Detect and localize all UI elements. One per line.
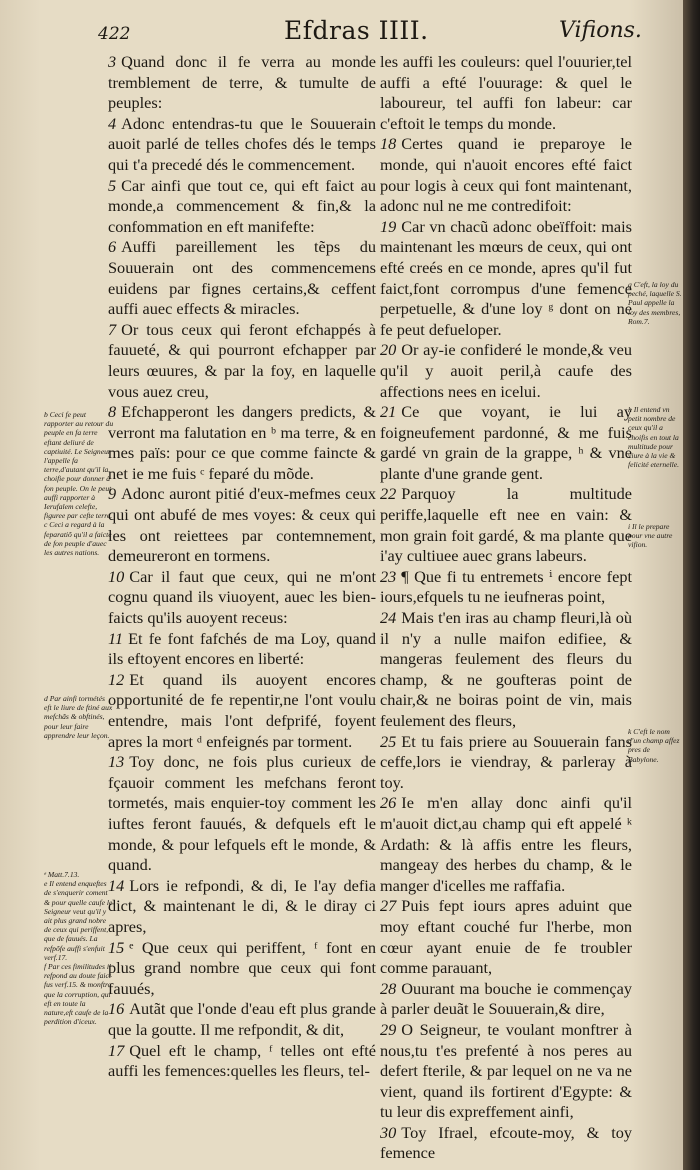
verse — [380, 1123, 632, 1164]
verse — [108, 567, 376, 629]
verse — [380, 732, 632, 794]
verse — [380, 979, 632, 1020]
verse — [108, 999, 376, 1040]
verse — [108, 320, 376, 402]
verse-text: Et tu fais priere au Souuerain fans ceffe,lors ie viendray, & parleray à toy. — [380, 731, 632, 792]
verse — [108, 1041, 376, 1082]
verse-number: 22 — [380, 484, 397, 504]
verse-text: Efchapperont les dangers predicts, & verront ma falutation en ᵇ ma terre, & en mes païs: pour ce que comme faincte & net ie me fuis ᶜ feparé du mõde. — [108, 402, 376, 483]
verse-number: 24 — [380, 608, 397, 628]
verse — [380, 134, 632, 216]
left-column — [108, 52, 376, 1082]
verse — [108, 484, 376, 566]
margin-note-g — [628, 280, 682, 326]
verse-number: 10 — [108, 566, 125, 586]
margin-note: b Ceci fe peut rapporter au retour du peuple en fa terre eftant deliuré de captiuité. Le Seigneur l'appelle fa terre,d'autant qu'il la choifie pour donner à fon peuple. On le peut auffi rapporter à Ierufalem celefte, figuree par cefte terre. — [44, 410, 114, 521]
margin-note: e Il entend enqueftes de s'enquerir coment & pour quelle caufe le Seigneur veut qu'il y ait plus grand nobre de ceux qui periffent, que de fauués. La refpõfe auffi s'enfuit verf.17. — [44, 879, 113, 962]
verse-text: Certes quand ie preparoye le monde, qui n'auoit encores efté faict pour logis à ceux qui font maintenant, adonc nul ne me contredifoit: — [380, 134, 632, 216]
verse-number: 4 — [108, 113, 117, 133]
margin-note: k C'eft le nom d'un champ affez pres de Babylone. — [628, 727, 680, 764]
verse — [108, 938, 376, 1000]
verse-text: Quel eft le champ, ᶠ telles ont efté auffi les femences:quelles les fleurs, tel- — [108, 1040, 376, 1081]
verse — [380, 896, 632, 978]
margin-note: f Par ces fimilitudes il refpond au doute faict fus verf.15. & monftre que la corruption, qui eft en toute la nature,eft caufe de la perdition d'iceux. — [44, 962, 112, 1027]
verse-number: 9 — [108, 484, 117, 504]
verse-number: 11 — [108, 628, 124, 648]
folio-number: 422 — [98, 24, 131, 44]
verse-text: Car il faut que ceux, qui ne m'ont cognu quand ils viuoyent, auec les bien-faicts qu'ils auoyent receus: — [108, 566, 376, 628]
right-column — [380, 52, 632, 1164]
verse-number: 19 — [380, 216, 397, 236]
verse — [380, 52, 632, 134]
verse-number: 30 — [380, 1122, 397, 1142]
verse — [108, 114, 376, 176]
verse-text: les auffi les couleurs: quel l'ouurier,tel auffi a efté l'ouurage: & quel le laboureur, tel auffi fon labeur: car c'eftoit le temps du monde. — [380, 52, 632, 133]
verse-text: ¶ Que fi tu entremets ⁱ encore fept iours,efquels tu ne ieufneras point, — [380, 566, 632, 607]
verse — [108, 670, 376, 752]
verse-text: Toy Ifrael, efcoute-moy, & toy femence — [380, 1122, 632, 1163]
verse-text: Autãt que l'onde d'eau eft plus grande que la goutte. Il me refpondit, & dit, — [108, 999, 376, 1039]
verse-number: 15 — [108, 937, 125, 957]
verse-text: ᵉ Que ceux qui periffent, ᶠ font en plus grand nombre que ceux qui font fauués, — [108, 937, 376, 998]
margin-note-reference: ᵉ Matt.7.13. — [44, 870, 80, 879]
book-gutter — [683, 0, 700, 1170]
verse-text: Ce que voyant, ie lui ay foigneufement pardonné, & me fuis gardé vn grain de la grappe, ʰ & vne plante d'une grande gent. — [380, 402, 632, 483]
verse — [108, 629, 376, 670]
verse — [380, 608, 632, 732]
verse-number: 14 — [108, 875, 125, 895]
verse-text: Or tous ceux qui feront efchappés à fauueté, & qui pourront efchapper par leurs œuures, & par la foy, en laquelle vous auez creu, — [108, 319, 376, 401]
verse-text: Car vn chacũ adonc obeïffoit: mais maintenant les mœurs de ceux, qui ont efté creés en ce monde, apres qu'il fut faict,font corrompus d'une femence perpetuelle, & d'une loy ᵍ dont on ne fe peut defueloper. — [380, 216, 632, 339]
verse-text: Ie m'en allay donc ainfi qu'il m'auoit dict,au champ qui eft appelé ᵏ Ardath: & là affis entre les fleurs, mangeay des herbes du champ, & le manger d'icelles me raffafia. — [380, 793, 632, 895]
verse — [108, 52, 376, 114]
verse-number: 8 — [108, 402, 117, 422]
verse-text: Et quand ils auoyent encores opportunité de fe repentir,ne l'ont voulu entendre, mais l'ont defprifé, foyent apres la mort ᵈ enfeignés par torment. — [108, 669, 376, 751]
margin-note: c Ceci a regard à la feparatiõ qu'il a faicte de fon peuple d'auec les autres nations. — [44, 520, 112, 558]
verse-number: 18 — [380, 134, 397, 154]
verse-number: 26 — [380, 793, 397, 813]
margin-note-i — [628, 522, 682, 550]
margin-note: h Il entend vn petit nombre de ceux qu'il a choifis en tout la multitude pour viure à la vie & felicité eternelle. — [628, 405, 680, 470]
verse-number: 7 — [108, 319, 117, 339]
verse-text: Auffi pareillement les tẽps du Souuerain ont des commencemens euidens par fignes certains,& ceffent auffi auec effects & miracles. — [108, 237, 376, 319]
verse — [380, 793, 632, 896]
verse — [380, 217, 632, 341]
verse-text: O Seigneur, te voulant monftrer à nous,tu t'es prefenté à nos peres au defert fterile, & par lequel on ne va ne vient, quand ils fortirent d'Egypte: & tu leur dis expreffement ainfi, — [380, 1019, 632, 1122]
verse-text: Lors ie refpondi, & di, Ie l'ay defia dict, & maintenant le di, & le diray ci apres, — [108, 875, 376, 936]
verse-number: 27 — [380, 896, 397, 916]
verse-text: Car ainfi que tout ce, qui eft faict au monde,a commencement & fin,& la confommation en eft manifefte: — [108, 175, 376, 236]
verse-number: 17 — [108, 1040, 125, 1060]
verse-number: 16 — [108, 999, 125, 1019]
verse-text: Et fe font fafchés de ma Loy, quand ils eftoyent encores en liberté: — [108, 628, 376, 669]
verse-number: 25 — [380, 731, 397, 751]
verse — [380, 1020, 632, 1123]
verse-number: 29 — [380, 1019, 397, 1039]
margin-note-h — [628, 405, 682, 469]
verse — [380, 484, 632, 566]
verse — [108, 752, 376, 876]
verse-number: 13 — [108, 752, 125, 772]
verse-text: Quand donc il fe verra au monde tremblement de terre, & tumulte de peuples: — [108, 52, 376, 113]
margin-note-e-f — [44, 870, 114, 1026]
verse — [108, 402, 376, 484]
verse-number: 28 — [380, 978, 397, 998]
verse-text: Ouurant ma bouche ie commençay à parler deuãt le Souuerain,& dire, — [380, 978, 632, 1019]
running-head: Vifions. — [559, 18, 642, 43]
verse-number: 6 — [108, 237, 117, 257]
margin-note: g C'eft, la loy du peché, laquelle S. Paul appelle la loy des membres, Rom.7. — [628, 280, 682, 326]
verse-text: Parquoy la multitude periffe,laquelle eft nee en vain: & mon grain foit gardé, & ma plante que i'ay cultiuee auec grans labeurs. — [380, 484, 632, 566]
verse — [108, 237, 376, 319]
verse-text: Adonc entendras-tu que le Souuerain auoit parlé de telles chofes dés le temps qui t'a precedé dés le commencement. — [108, 113, 376, 174]
verse — [380, 402, 632, 484]
margin-note: i Il le prepare pour vne autre vifion. — [628, 522, 673, 550]
book-title: Efdras IIII. — [284, 16, 429, 45]
margin-note-d — [44, 694, 114, 740]
page-header — [98, 14, 670, 46]
verse-number: 3 — [108, 52, 117, 71]
verse — [108, 876, 376, 938]
verse — [380, 567, 632, 608]
verse — [108, 176, 376, 238]
verse-text: Puis fept iours apres aduint que moy eftant couché fur l'herbe, mon cœur ayant enuie de fe troubler comme parauant, — [380, 896, 632, 978]
verse-number: 21 — [380, 402, 397, 422]
verse — [380, 340, 632, 402]
verse-text: Or ay-ie confideré le monde,& veu qu'il y auoit peril,à caufe des affections nees en icelui. — [380, 340, 632, 401]
verse-number: 12 — [108, 669, 125, 689]
margin-note-k — [628, 727, 682, 764]
verse-text: Adonc auront pitié d'eux-mefmes ceux qui ont abufé de mes voyes: & ceux qui les ont reiettees par contemnement, demeureront en tormens. — [108, 484, 376, 566]
verse-text: Mais t'en iras au champ fleuri,là où il n'y a nulle maifon edifiee, & mangeras feulement des fleurs du champ, & ne goufteras point de chair,& ne boiras point de vin, mais feulement des fleurs, — [380, 608, 632, 730]
verse-number: 20 — [380, 340, 397, 360]
margin-note-b-c — [44, 410, 117, 558]
margin-note: d Par ainfi tormétés eft le liure de ftiné aux mefchãs & obftinés, pour leur faire apprendre leur leçon. — [44, 694, 113, 740]
verse-text: Toy donc, ne fois plus curieux de fçauoir comment les mefchans feront tormetés, mais enquier-toy comment les iuftes feront fauués, & defquels eft le monde, & pour lefquels eft le monde, & quand. — [108, 752, 376, 875]
verse-number: 23 — [380, 566, 397, 586]
verse-number: 5 — [108, 175, 117, 195]
